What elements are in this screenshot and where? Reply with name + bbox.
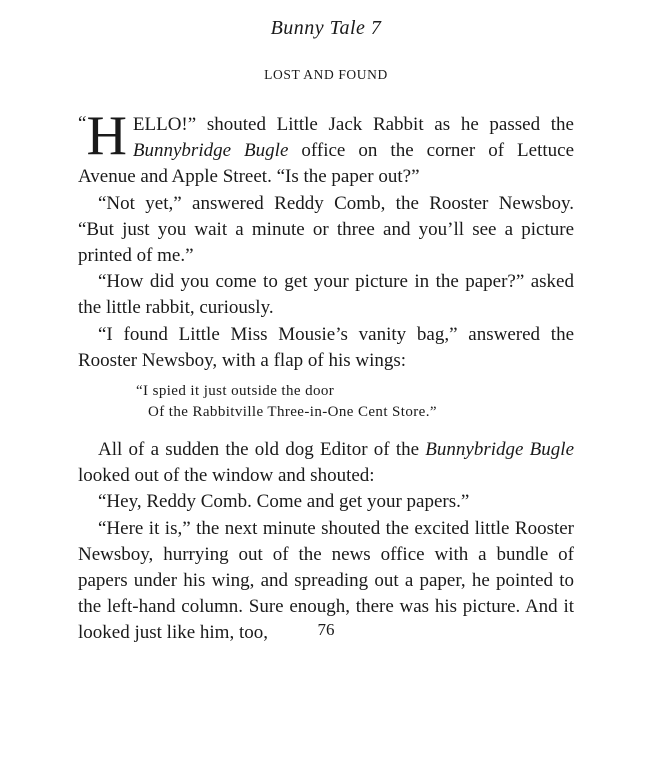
paragraph-7: “Here it is,” the next minute shouted the excited little Rooster Newsboy, hurrying out of the news office with a bundle of papers under his wing, and spreading out a paper, he pointed to the left-hand column. Sure enough, there was his picture. And it looked just like him, too, (78, 517, 574, 644)
poem (136, 381, 574, 423)
paragraph-1-text-a: ELLO!” shouted Little Jack Rabbit as he passed the (132, 114, 574, 135)
poem-line-1: “I spied it just outside the door (136, 383, 335, 400)
paragraph-5-text-a: All of a sudden the old dog Editor of the (98, 439, 426, 461)
paragraph-6: “Hey, Reddy Comb. Come and get your papers.” (98, 491, 470, 513)
paragraph-5 (78, 437, 574, 489)
paragraph-2: “Not yet,” answered Reddy Comb, the Rooster Newsboy. “But just you wait a minute or three and you’ll see a picture printed of me.” (78, 192, 574, 267)
paragraph-5-text-b: looked out of the window and shouted: (78, 465, 375, 487)
page-number: 76 (317, 620, 335, 639)
paper-name-italic: Bunnybridge Bugle (132, 140, 289, 162)
drop-cap: H (86, 105, 127, 167)
paragraph-1 (78, 105, 575, 191)
paper-name-italic-2: Bunnybridge Bugle (425, 439, 574, 461)
body-text (78, 105, 575, 647)
opening-quote: “ (78, 113, 87, 134)
paragraph-3: “How did you come to get your picture in the paper?” asked the little rabbit, curiously. (78, 271, 574, 319)
running-title: Bunny Tale 7 (270, 17, 382, 39)
paragraph-1-text-b: office on the corner of Lettuce Avenue and Apple Street. “Is the paper out?” (78, 140, 575, 188)
poem-line-2: Of the Rabbitville Three-in-One Cent Store.” (148, 404, 437, 421)
paragraph-4: “I found Little Miss Mousie’s vanity bag,” answered the Rooster Newsboy, with a flap of his wings: (78, 323, 574, 371)
chapter-title: LOST AND FOUND (264, 67, 388, 82)
